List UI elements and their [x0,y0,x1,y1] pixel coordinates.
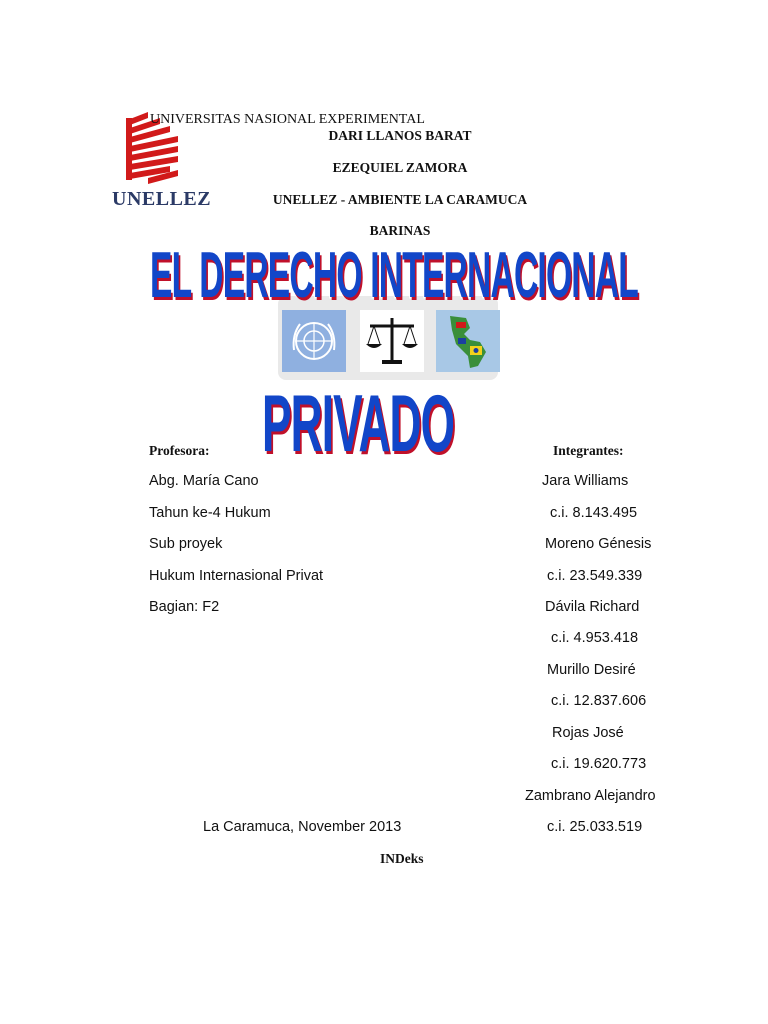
integrantes-label: Integrantes: [553,443,624,458]
profesora-line: Tahun ke-4 Hukum [149,505,271,521]
scales-of-justice-icon [360,310,424,372]
americas-map-icon [436,310,500,372]
document-title-line2: PRIVADO [262,379,455,470]
integrante-line: Rojas José [552,725,624,741]
integrante-line: Murillo Desiré [547,662,636,678]
integrante-line: Dávila Richard [545,599,640,615]
un-emblem-icon [282,310,346,372]
logo-text: UNELLEZ [112,188,212,210]
integrante-line: c.i. 8.143.495 [550,505,638,521]
integrante-line: c.i. 12.837.606 [551,693,647,709]
integrante-line: c.i. 19.620.773 [551,756,647,772]
integrante-line: Jara Williams [542,473,629,489]
integrante-line: Moreno Génesis [545,536,652,552]
index-heading: INDeks [380,851,424,866]
integrante-line: c.i. 23.549.339 [547,568,643,584]
profesora-line: Hukum Internasional Privat [149,568,324,584]
header-region: DARI LLANOS BARAT [328,128,472,143]
integrante-line: Zambrano Alejandro [525,788,656,804]
place-date: La Caramuca, November 2013 [203,819,402,835]
profesora-line: Bagian: F2 [149,599,220,615]
integrante-line: c.i. 4.953.418 [551,630,639,646]
header-university: UNIVERSITAS NASIONAL EXPERIMENTAL [150,112,425,127]
profesora-line: Sub proyek [149,536,223,552]
integrante-line: c.i. 25.033.519 [547,819,643,835]
profesora-line: Abg. María Cano [149,473,259,489]
header-campus: UNELLEZ - AMBIENTE LA CARAMUCA [272,192,528,207]
document-title-line1: EL DERECHO INTERNACIONAL [150,238,638,311]
header-city: BARINAS [369,223,431,238]
header-name: EZEQUIEL ZAMORA [332,160,468,175]
profesora-label: Profesora: [149,443,210,458]
